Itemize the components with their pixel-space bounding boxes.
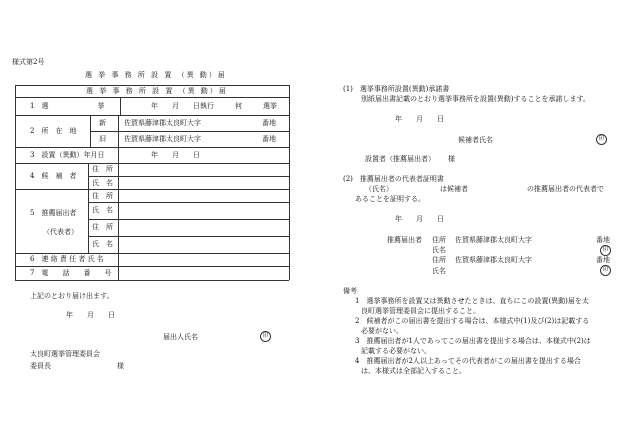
setter-honorific: 様 [448, 155, 455, 163]
chairman-label: 委員長 [30, 362, 51, 370]
chairman-honorific: 様 [117, 362, 124, 370]
note-line: は、本様式は全部記入すること。 [361, 367, 466, 375]
row4-address-label: 住 所 [92, 165, 113, 173]
main-title: 選 挙 事 務 所 設 置 （異 動）届 [85, 71, 227, 79]
row6-label: 6 連 絡 責 任 者 氏 名 [30, 255, 104, 263]
row5-label: 5 推薦届出者 [30, 209, 77, 217]
row3-label: 3 設置（異動）年月日 [30, 151, 105, 159]
row1-date: 年 月 日執行 何 選挙 [151, 102, 277, 110]
certificate-name-label: （氏名） [365, 185, 393, 193]
seal-icon: 印 [260, 331, 271, 342]
consent-title: (1) 選挙事務所設置(異動)承諾書 [343, 85, 450, 93]
committee-name: 太良町選挙管理委員会 [30, 350, 100, 358]
row2-label: 2 所 在 地 [30, 127, 77, 135]
note-line: 記載する必要がない。 [361, 347, 431, 355]
consent-date: 年 月 日 [395, 115, 444, 123]
form-number: 様式第2号 [12, 58, 45, 66]
recommender-address-suffix: 番地 [596, 236, 610, 244]
note-line: 良町選挙管理委員会に提出すること。 [361, 307, 480, 315]
row2-new-value: 佐賀県藤津郡太良町大字 [124, 119, 201, 127]
recommender-address-label: 住所 [432, 236, 446, 244]
seal-icon: 印 [596, 134, 607, 145]
setter-label: 設置者（推薦届出者） [365, 155, 435, 163]
submission-date: 年 月 日 [66, 311, 115, 319]
row2-old-suffix: 番地 [262, 135, 276, 143]
note-line: 3 推薦届出者が1人であってこの届出書を提出する場合は、本様式中(2)は [355, 337, 591, 345]
submitter-label: 届出人氏名 [163, 333, 198, 341]
row2-old-label: 旧 [99, 135, 106, 143]
row4-label: 4 候 補 者 [30, 172, 77, 180]
recommender-address-label: 住所 [432, 256, 446, 264]
seal-icon: 印 [600, 245, 611, 256]
row2-new-label: 新 [99, 119, 106, 127]
row2-new-suffix: 番地 [262, 119, 276, 127]
certificate-line2: あることを証明する。 [355, 195, 425, 203]
recommender-address: 佐賀県藤津郡太良町大字 [455, 236, 532, 244]
table-title: 選 挙 事 務 所 設 置 （異 動）届 [86, 87, 228, 95]
consent-body: 別紙届出書記載のとおり選挙事務所を設置(異動)することを承諾します。 [361, 95, 590, 103]
certificate-candidate-label: は候補者 [440, 185, 468, 193]
recommender-name-label: 氏名 [432, 267, 446, 275]
row7-label: 7 電 話 番 号 [30, 269, 112, 277]
certificate-representative-text: の推薦届出者の代表者で [527, 185, 604, 193]
row2-old-value: 佐賀県藤津郡太良町大字 [124, 135, 201, 143]
row5-field: 氏 名 [92, 240, 113, 248]
seal-icon: 印 [600, 265, 611, 276]
row5-sublabel: （代表者） [43, 228, 78, 236]
notes-heading: 備考 [343, 287, 357, 295]
note-line: 2 候補者がこの届出書を提出する場合は、本様式中(1)及び(2)は記載する [355, 317, 590, 325]
recommender-label: 推薦届出者 [387, 236, 422, 244]
row5-field: 氏 名 [92, 206, 113, 214]
row1-label: 1 選 挙 [30, 102, 105, 110]
certificate-date: 年 月 日 [395, 215, 444, 223]
recommender-name-label: 氏名 [432, 246, 446, 254]
candidate-name-label: 候補者氏名 [458, 136, 493, 144]
row3-date: 年 月 日 [151, 151, 200, 159]
statement: 上記のとおり届け出ます。 [30, 292, 114, 300]
note-line: 必要がない。 [361, 327, 403, 335]
certificate-title: (2) 推薦届出者の代表者証明書 [343, 175, 444, 183]
row5-field: 住 所 [92, 223, 113, 231]
note-line: 1 選挙事務所を設置又は異動させたときは、直ちにこの設置(異動)届を太 [355, 297, 589, 305]
row5-field: 住 所 [92, 192, 113, 200]
recommender-address: 佐賀県藤津郡太良町大字 [455, 256, 532, 264]
recommender-address-suffix: 番地 [596, 256, 610, 264]
row4-name-label: 氏 名 [92, 179, 113, 187]
note-line: 4 推薦届出者が2人以上あってその代表者がこの届出書を提出する場合 [355, 357, 581, 365]
